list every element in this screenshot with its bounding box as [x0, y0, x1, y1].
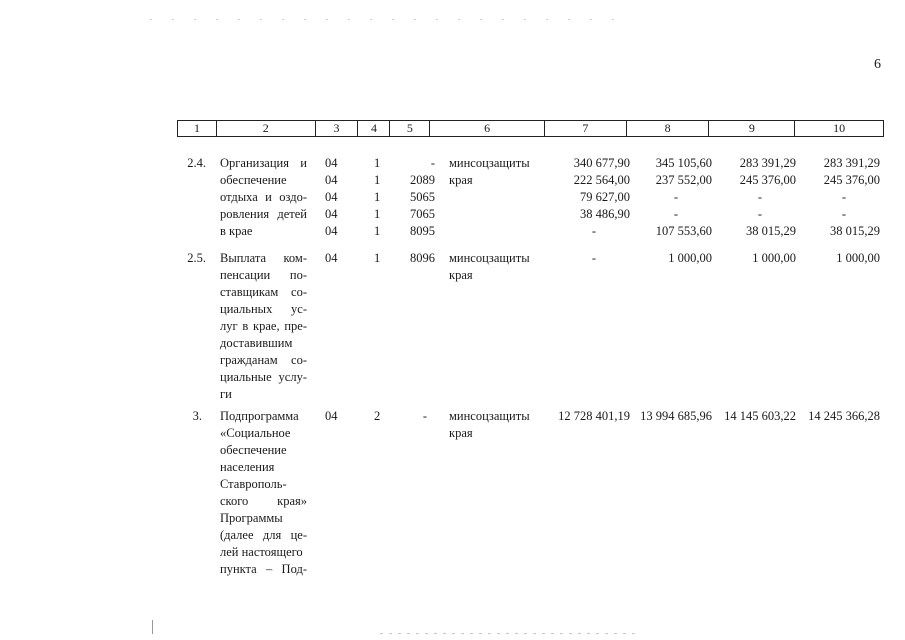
row-number: 2.4.	[187, 156, 206, 170]
col10-value: 14 245 366,28	[808, 409, 880, 423]
header-col-3: 3	[315, 121, 358, 136]
col5-values: - 2089 5065 7065 8095	[410, 156, 435, 238]
col10-values: 283 391,29 245 376,00 - - 38 015,29	[823, 156, 880, 238]
col7-value: -	[591, 251, 596, 265]
scan-artifact-top	[150, 19, 630, 20]
col3-value: 04	[325, 251, 338, 265]
header-col-10: 10	[794, 121, 883, 136]
row-number: 2.5.	[187, 251, 206, 265]
row-name: Организация и обеспечение отдыха и оздо- ровления детей в крае	[220, 156, 307, 238]
header-col-4: 4	[357, 121, 389, 136]
header-col-9: 9	[708, 121, 794, 136]
row-name: Выплата ком- пенсации по- ставщикам со- циальных ус- луг в крае, пре- доставившим гражданам со- циальные услу- ги	[220, 251, 307, 401]
executor: минсоцзащиты края	[449, 156, 530, 187]
col7-value: 12 728 401,19	[558, 409, 630, 423]
col8-value: 1 000,00	[668, 251, 712, 265]
col3-values: 04 04 04 04 04	[325, 156, 338, 238]
header-col-6: 6	[429, 121, 544, 136]
col8-values: 345 105,60 237 552,00 - - 107 553,60	[655, 156, 712, 238]
col9-value: 14 145 603,22	[724, 409, 796, 423]
col8-value: 13 994 685,96	[640, 409, 712, 423]
header-col-5: 5	[389, 121, 429, 136]
col4-value: 1	[374, 251, 381, 265]
table-header	[177, 120, 884, 137]
scan-artifact-bottom	[380, 633, 640, 634]
row-name: Подпрограмма «Социальное обеспечение населения Ставрополь- ского края» Программы (далее для це- лей настоящего пункта – Под-	[220, 409, 307, 576]
col3-value: 04	[325, 409, 338, 423]
executor: минсоцзащиты края	[449, 409, 530, 440]
col5-value: -	[422, 409, 427, 423]
col10-value: 1 000,00	[836, 251, 880, 265]
header-col-1: 1	[193, 121, 200, 135]
header-col-7: 7	[544, 121, 626, 136]
header-col-8: 8	[626, 121, 709, 136]
col9-values: 283 391,29 245 376,00 - - 38 015,29	[739, 156, 796, 238]
scan-artifact-left	[152, 620, 153, 634]
col5-value: 8096	[410, 251, 435, 265]
executor: минсоцзащиты края	[449, 251, 530, 282]
col4-value: 2	[374, 409, 381, 423]
col9-value: 1 000,00	[752, 251, 796, 265]
col7-values: 340 677,90 222 564,00 79 627,00 38 486,90 -	[573, 156, 630, 238]
page-number: 6	[874, 57, 881, 72]
header-col-2: 2	[216, 121, 315, 136]
row-number: 3.	[192, 409, 202, 423]
col4-values: 1 1 1 1 1	[374, 156, 381, 238]
